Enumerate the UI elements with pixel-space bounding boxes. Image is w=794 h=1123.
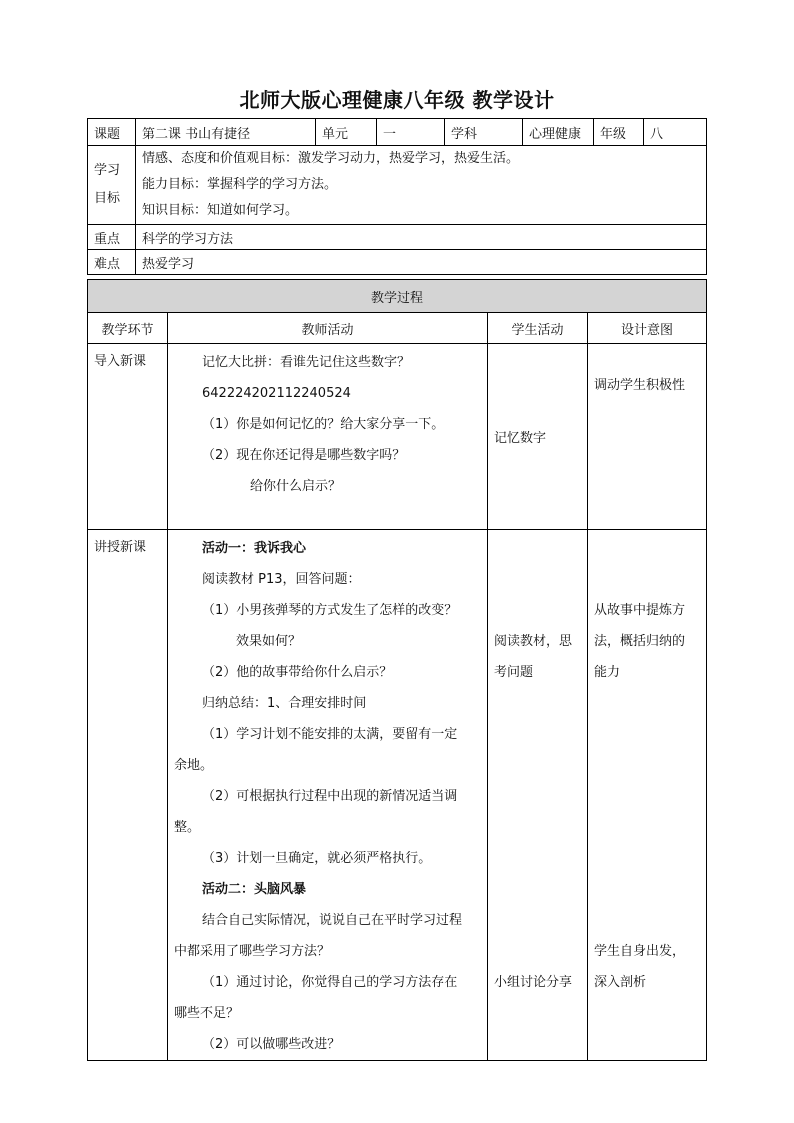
intro-student-activity: 记忆数字 <box>488 344 588 530</box>
intro-phase: 导入新课 <box>88 344 168 530</box>
key-value: 科学的学习方法 <box>136 225 707 250</box>
unit-value: 一 <box>377 119 445 146</box>
lesson-label: 课题 <box>88 119 136 146</box>
lesson-info-table <box>87 118 707 275</box>
section-title: 教学过程 <box>88 280 707 313</box>
intent-1-line-2: 法，概括归纳的 <box>594 634 686 649</box>
intro-line: （1）你是如何记忆的？给大家分享一下。 <box>202 417 445 432</box>
grade-value: 八 <box>644 119 707 146</box>
teach-phase: 讲授新课 <box>88 530 168 1061</box>
teach-intent <box>588 530 707 1061</box>
teach-line: 余地。 <box>174 758 214 773</box>
teach-line: （2）可根据执行过程中出现的新情况适当调 <box>202 789 458 804</box>
activity-2-title: 活动二：头脑风暴 <box>202 882 307 897</box>
difficulty-label: 难点 <box>88 250 136 275</box>
teach-line: 阅读教材 P13，回答问题： <box>202 572 361 587</box>
key-label: 重点 <box>88 225 136 250</box>
intent-1-line-3: 能力 <box>594 665 621 680</box>
teach-line: （1）小男孩弹琴的方式发生了怎样的改变？ <box>202 603 458 618</box>
intro-line: （2）现在你还记得是哪些数字吗？ <box>202 448 406 463</box>
intro-teacher-activity <box>168 344 488 530</box>
difficulty-value: 热爱学习 <box>136 250 707 275</box>
unit-label: 单元 <box>316 119 377 146</box>
teaching-process-table <box>87 279 707 1061</box>
header-phase: 教学环节 <box>88 313 168 344</box>
teach-line: （1）通过讨论，你觉得自己的学习方法存在 <box>202 975 458 990</box>
goal-ability: 能力目标：掌握科学的学习方法。 <box>142 177 338 192</box>
goal-emotion: 情感、态度和价值观目标：激发学习动力，热爱学习，热爱生活。 <box>142 151 520 166</box>
header-teacher: 教师活动 <box>168 313 488 344</box>
intro-line: 记忆大比拼：看谁先记住这些数字？ <box>202 355 411 370</box>
student-activity-2: 小组讨论分享 <box>494 975 573 990</box>
intro-intent: 调动学生积极性 <box>588 344 707 530</box>
goals-label-line-2: 目标 <box>94 191 121 206</box>
subject-value: 心理健康 <box>523 119 594 146</box>
teach-line: 整。 <box>174 820 201 835</box>
goals-cell <box>136 146 707 225</box>
teach-line: （2）他的故事带给你什么启示？ <box>202 665 393 680</box>
header-intent: 设计意图 <box>588 313 707 344</box>
teach-line: （1）学习计划不能安排的太满，要留有一定 <box>202 727 458 742</box>
activity-1-title: 活动一：我诉我心 <box>202 541 307 556</box>
teach-student-activity <box>488 530 588 1061</box>
teach-teacher-activity <box>168 530 488 1061</box>
lesson-value: 第二课 书山有捷径 <box>136 119 316 146</box>
student-activity-1-line-2: 考问题 <box>494 665 534 680</box>
teach-line: 哪些不足？ <box>174 1006 240 1021</box>
intent-2-line-2: 深入剖析 <box>594 975 647 990</box>
intro-line: 642224202112240524 <box>202 386 351 401</box>
intro-line: 给你什么启示？ <box>250 479 342 494</box>
teach-line: 结合自己实际情况，说说自己在平时学习过程 <box>202 913 463 928</box>
page-title: 北师大版心理健康八年级 教学设计 <box>239 88 555 112</box>
teach-line: 归纳总结：1、合理安排时间 <box>202 696 367 711</box>
intent-2-line-1: 学生自身出发， <box>594 944 686 959</box>
header-student: 学生活动 <box>488 313 588 344</box>
teach-line: （2）可以做哪些改进？ <box>202 1037 341 1052</box>
student-activity-1-line-1: 阅读教材，思 <box>494 634 573 649</box>
goals-label <box>88 146 136 225</box>
teach-line: （3）计划一旦确定，就必须严格执行。 <box>202 851 432 866</box>
goals-label-line-1: 学习 <box>94 163 121 178</box>
intent-1-line-1: 从故事中提炼方 <box>594 603 686 618</box>
teach-line: 效果如何？ <box>236 634 302 649</box>
grade-label: 年级 <box>594 119 644 146</box>
subject-label: 学科 <box>445 119 523 146</box>
teach-line: 中都采用了哪些学习方法？ <box>174 944 331 959</box>
goal-knowledge: 知识目标：知道如何学习。 <box>142 203 299 218</box>
